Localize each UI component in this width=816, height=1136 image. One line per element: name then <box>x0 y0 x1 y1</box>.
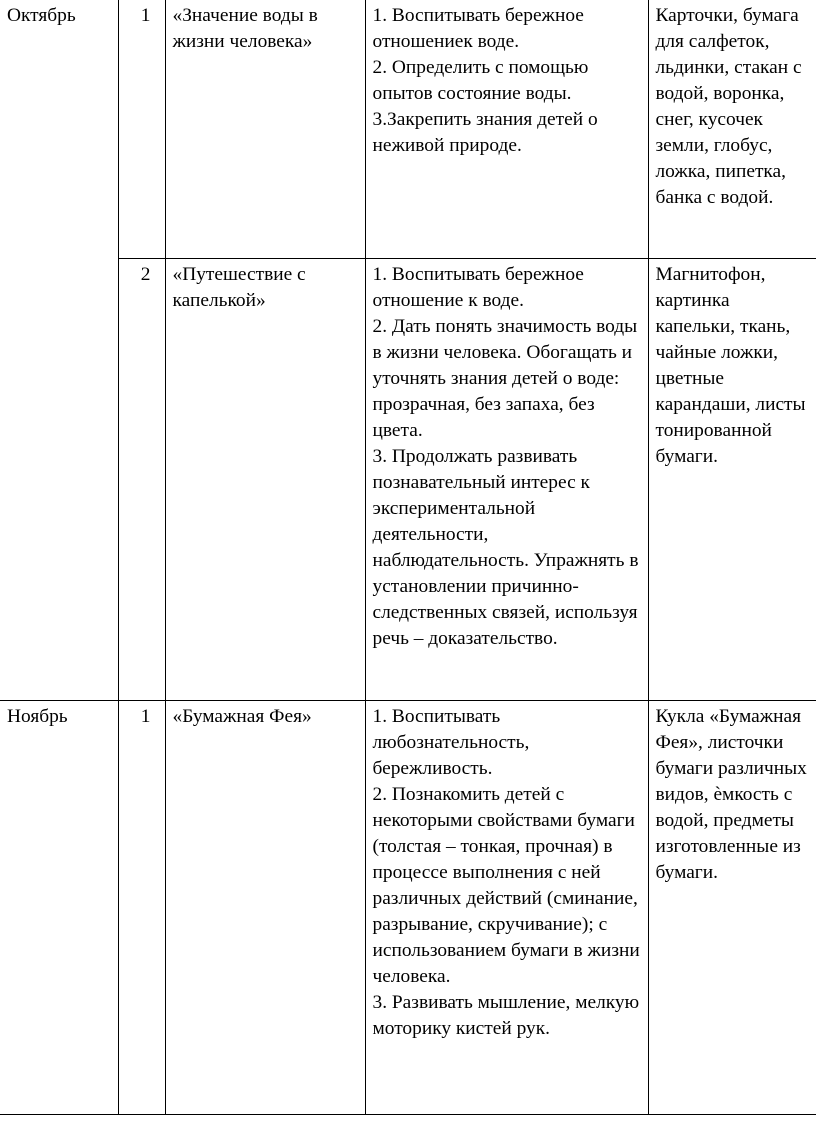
lesson-goals <box>365 258 648 700</box>
goal-item: 1. Воспитывать бережное отношение к воде. <box>372 263 584 311</box>
goal-item: 1. Воспитывать любознательность, бережливость. <box>372 705 530 779</box>
lesson-goals <box>365 0 648 258</box>
goal-item: 2. Определить с помощью опытов состояние воды. <box>372 57 589 104</box>
goal-item: 3. Развивать мышление, мелкую моторику кистей рук. <box>372 991 640 1039</box>
goal-item: 3. Продолжать развивать познавательный интерес к экспериментальной деятельности, наблюдательность. Упражнять в установлении причинно-следственных связей, используя речь – доказательство. <box>372 445 639 649</box>
goal-item: 1. Воспитывать бережное отношениек воде. <box>372 5 584 52</box>
lesson-number: 1 <box>118 0 165 258</box>
lesson-materials: Карточки, бумага для салфеток, льдинки, стакан с водой, воронка, снег, кусочек земли, глобус, ложка, пипетка, банка с водой. <box>648 0 816 258</box>
lesson-materials: Магнитофон, картинка капельки, ткань, чайные ложки, цветные карандаши, листы тонированной бумаги. <box>648 258 816 700</box>
goal-item: 2. Дать понять значимость воды в жизни человека. Обогащать и уточнять знания детей о воде: прозрачная, без запаха, без цвета. <box>372 315 638 441</box>
month-cell: Октябрь <box>0 0 118 700</box>
lesson-goals <box>365 700 648 1114</box>
lesson-topic: «Бумажная Фея» <box>165 700 365 1114</box>
goal-item: 2. Познакомить детей с некоторыми свойствами бумаги (толстая – тонкая, прочная) в процессе выполнения с ней различных действий (сминание, разрывание, скручивание); с использованием бумаги в жизни человека. <box>372 783 640 987</box>
lesson-topic: «Путешествие с капелькой» <box>165 258 365 700</box>
table-row <box>0 700 816 1114</box>
lesson-number: 2 <box>118 258 165 700</box>
lesson-number: 1 <box>118 700 165 1114</box>
lesson-topic: «Значение воды в жизни человека» <box>165 0 365 258</box>
table-row <box>0 0 816 258</box>
month-cell: Ноябрь <box>0 700 118 1114</box>
lesson-materials: Кукла «Бумажная Фея», листочки бумаги различных видов, ѐмкость с водой, предметы изготовленные из бумаги. <box>648 700 816 1114</box>
table-row <box>0 258 816 700</box>
goal-item: 3.Закрепить знания детей о неживой природе. <box>372 109 598 156</box>
